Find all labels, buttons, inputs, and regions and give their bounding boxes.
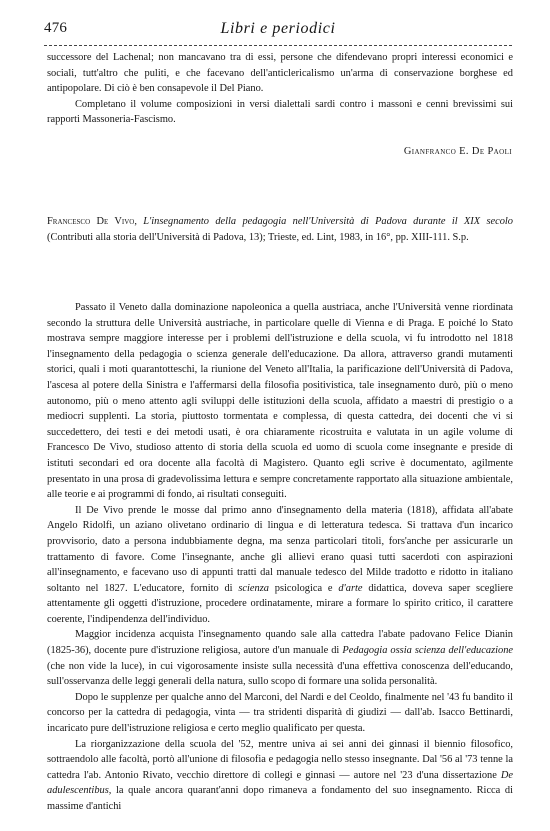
book-title-part: L'insegnamento della pedagogia nell'Università di Padova durante il [143, 216, 458, 227]
book-author: Francesco De Vivo, [47, 216, 137, 227]
body-paragraph: La riorganizzazione della scuola del '52, mentre univa ai sei anni dei ginnasi il biennio filosofico, sottraendolo alle facoltà, portò all'unione di filosofia e pedagogia nello stesso insegnante. Dal '56 al '73 tenne la cattedra l'ab. Antonio Rivato, vecchio direttore di collegi e ginnasi — autore nel '23 d'una dissertazione De adulescentibus, la quale ancora quarant'anni dopo rimaneva a fondamento del suo insegnamento. Ricca di massime d'antichi [47, 738, 513, 812]
previous-review-paragraph: successore del Lachenal; non mancavano tra di essi, persone che difendevano propri interessi economici e sociali, tutt'altro che puliti, e che facevano dell'anticlericalismo un'arma di conservazione borghese ed antipopolare. Di ciò è ben consapevole il Del Piano. [47, 52, 513, 95]
citation-details: (Contributi alla storia dell'Università di Padova, 13); Trieste, ed. Lint, 1983, in 16°, pp. XIII-111. S.p. [47, 231, 469, 243]
previous-review-ending [47, 50, 513, 128]
header-rule [44, 45, 512, 46]
body-paragraph: Passato il Veneto dalla dominazione napoleonica a quella austriaca, anche l'Università venne riordinata secondo la struttura delle Università austriache, in particolare quelle di Vienna e di Praga. E poiché lo Stato mostrava sempre maggiore interesse per i problemi dell'istruzione e della scuola, vi fu introdotto nel 1818 l'insegnamento della pedagogia o scienza generale dell'educazione. Da allora, attraverso grandi mutamenti storici, quali i moti quarantotteschi, la riunione del Veneto all'Italia, la parificazione dell'Università di Padova, l'ascesa al potere della Sinistra e l'affermarsi della filosofia positivistica, tale insegnamento durò, più o meno autonomo, più o meno attento agli sviluppi delle istituzioni della scuola, affidato a maestri di prestigio o a mediocri supplenti. La storia, piuttosto tormentata e complessa, di questa cattedra, dei docenti che vi si succedettero, dei testi e dei metodi usati, è ora chiaramente ricostruita e valutata in un agile volume di Francesco De Vivo, studioso attento di storia della scuola ed uomo di scuola come insegnante e preside di istituti secondari ed ora docente alla facoltà di Magistero. Quanto egli scrive è documentato, agilmente presentato in una prosa di gradevolissima lettura e sempre concretamente rapportato alla situazione ambientale, alle teorie e ai programmi di fondo, ai risultati conseguiti. [47, 302, 513, 501]
book-citation [47, 214, 513, 245]
page-number: 476 [44, 20, 68, 36]
review-body [47, 300, 513, 815]
body-paragraph: Dopo le supplenze per qualche anno del Marconi, del Nardi e del Ceoldo, finalmente nel '43 fu bandito il concorso per la cattedra di pedagogia, vinta — tra stridenti disparità di giudizi — dall'ab. Isacco Bettinardi, incaricato pure dell'istruzione religiosa e certo meglio qualificato per questa. [47, 691, 513, 735]
running-header [44, 20, 512, 42]
citation-text [47, 214, 513, 245]
body-paragraph: Maggior incidenza acquista l'insegnamento quando sale alla cattedra l'abate padovano Felice Dianin (1825-36), docente pure d'istruzione religiosa, autore d'un manuale di Pedagogia ossia scienza dell'educazione (che non vide la luce), in cui vigorosamente insiste sulla necessità d'una effettiva conoscenza dell'educando, sull'osservanza delle leggi generali della natura, sullo scopo di formare una solida personalità. [47, 629, 513, 688]
body-paragraph: Il De Vivo prende le mosse dal primo anno d'insegnamento della materia (1818), affidata all'abate Angelo Ridolfi, un aziano olivetano ordinario di lingua e di letteratura tedesca. Si trattava d'un incarico provvisorio, dato a persona indubbiamente degna, ma senza particolari titoli, fors'anche per assicurarle un trattamento di favore. Come l'insegnante, anche gli allievi erano quasi tutti sacerdoti con aspirazioni all'insegnamento, e facevano uso di appunti tratti dal manuale tedesco del Milde tradotto e ridotto in italiano soltanto nel 1827. L'educatore, fornito di scienza psicologica e d'arte didattica, doveva saper scegliere attentamente gli oggetti d'istruzione, procedere ordinatamente, mirare a formare lo spirito critico, il carattere coerente, l'indipendenza dell'individuo. [47, 504, 513, 625]
previous-review-paragraph: Completano il volume composizioni in versi dialettali sardi contro i massoni e cenni brevissimi sui rapporti Massoneria-Fascismo. [47, 98, 513, 126]
reviewer-signature: Gianfranco E. De Paoli [403, 146, 512, 157]
running-title: Libri e periodici [220, 20, 336, 37]
book-title-part: XIX secolo [463, 216, 513, 227]
